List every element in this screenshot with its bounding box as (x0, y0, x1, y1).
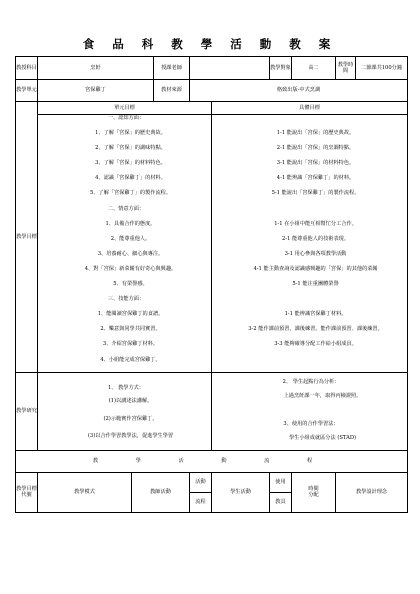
goal-item: 1-1 能說出「宮保」的歷史典故。 (276, 130, 355, 137)
goal-item: 1、能閱讀宮保雞丁的食譜。 (97, 311, 164, 318)
goal-item: 2、能尊重他人。 (110, 235, 151, 242)
teaching-teacher-label: 授課老師 (154, 57, 190, 80)
student-activity-header: 學生活動 (212, 472, 270, 512)
time-header-top: 時間 (308, 485, 319, 492)
target-label: 教學對象 (270, 57, 292, 80)
goal-item (212, 206, 407, 221)
unit-goals-cell (38, 115, 212, 373)
goal-item: 2-1 能尊重他人的技術表現。 (281, 235, 350, 242)
flow-title: 教 學 活 動 流 程 (16, 450, 408, 472)
time-header-bottom: 分配 (308, 492, 319, 499)
time-header (292, 472, 336, 512)
lesson-plan-table (15, 56, 408, 513)
unit-value: 宮保雞丁 (38, 80, 154, 102)
specific-goals-header: 具體目標 (212, 102, 408, 115)
material-value: 格致出版-中式烹調 (190, 80, 408, 102)
analysis-heading: 2、 學生起點行為分析： (282, 379, 340, 386)
goal-item (212, 357, 407, 372)
goal-section-heading: 三、技能方面： (107, 296, 145, 303)
goal-item: 4-1 能辨識「宮保雞丁」的材料。 (276, 175, 355, 182)
page-title: 食 品 科 教 學 活 動 教 案 (82, 37, 338, 51)
unit-goals-header: 單元目標 (38, 102, 212, 115)
goal-item: 2、了解「宮保」的調味特點。 (95, 145, 166, 152)
methods-cell (38, 372, 212, 450)
goal-item: 3、介紹宮保雞丁材料。 (102, 341, 159, 348)
unit-label: 教學單元 (16, 80, 38, 102)
time-label: 教學時間 (336, 57, 356, 79)
goal-item: 3-1 能說出「宮保」的材料特色。 (276, 160, 355, 167)
analysis-text: 上過烹飪課一年，取得丙檢證照。 (283, 393, 362, 400)
method-item: (3)以合作學習教學法，促進學生學習 (87, 432, 174, 439)
goal-item: 2-1 能說出「宮保」的烹調特點。 (276, 145, 355, 152)
activity-flow-header-bottom: 流程 (190, 492, 212, 512)
specific-goals-cell (212, 115, 408, 373)
goal-section-heading: 一、認知方面： (107, 115, 145, 121)
goal-item (212, 115, 407, 130)
goal-item: 5、了解「宮保雞丁」的製作流程。 (89, 190, 172, 197)
goal-item (212, 296, 407, 311)
objectives-label: 教學目標 (16, 102, 38, 373)
goal-code-header: 教學目標代號 (16, 472, 38, 512)
teacher-name-value (190, 57, 270, 80)
info-row-2 (16, 80, 408, 102)
cooperative-heading: 3、使用的合作學習法： (283, 420, 339, 427)
analysis-cell (212, 372, 408, 450)
goal-item: 1-1 能辨識宮保雞丁材料。 (284, 311, 347, 318)
goal-item: 2、樂意與同學共同實習。 (100, 326, 161, 333)
design-header: 教學設計理念 (336, 472, 408, 512)
flow-header-row (16, 472, 408, 492)
subject-value: 烹飪 (38, 57, 154, 80)
tools-header-top: 使用 (270, 472, 292, 492)
time-cell (336, 57, 408, 80)
research-label: 教學研究 (16, 372, 38, 450)
tools-header-bottom: 教具 (270, 492, 292, 512)
activity-flow-header-top: 活動 (190, 472, 212, 492)
methods-heading: 1、 教學方式： (107, 385, 145, 392)
goal-section-heading: 二、情意方面： (107, 205, 145, 212)
goal-item: 1、具備合作的態度。 (105, 220, 156, 227)
specific-goals-list (212, 115, 407, 372)
objectives-body-row (16, 115, 408, 373)
teacher-activity-header: 教師活動 (132, 472, 190, 512)
goal-item: 4、小組能完成宮保雞丁。 (100, 356, 161, 363)
flow-title-row (16, 450, 408, 472)
goal-item: 3-1 用心參與各項教學活動 (284, 250, 347, 257)
goal-item: 5、有榮譽感。 (113, 281, 148, 288)
time-value: 二節課共100分鐘 (361, 64, 403, 71)
goal-item: 4、認識「宮保雞丁」的材料。 (95, 175, 166, 182)
research-row (16, 372, 408, 450)
goal-item: 1-1 在小組中能互相幫忙分工合作。 (274, 220, 357, 227)
goal-item: 3-2 能作課前預習，課後練習。能作課前預習、課後練習。 (248, 326, 383, 333)
goal-item: 1、了解「宮保」的歷史典故。 (95, 130, 166, 137)
method-item: (1)以講述法講解。 (108, 398, 153, 405)
target-value: 高二 (292, 57, 336, 80)
info-row-1 (16, 57, 408, 80)
goal-item: 4、對「宮保」新菜餚有好奇心與興趣。 (84, 265, 177, 272)
method-item: (2)示範實作宮保雞丁。 (103, 415, 158, 422)
cooperative-text: 學生小組成就區分法 (STAD) (288, 434, 357, 441)
mode-header: 教學模式 (38, 472, 132, 512)
material-label: 教材來源 (154, 80, 190, 102)
goal-item: 3、培養耐心、細心與專注。 (97, 250, 164, 257)
objectives-header-row (16, 102, 408, 115)
goal-item: 5-1 能說出「宮保雞丁」的製作流程。 (271, 190, 360, 197)
goal-item: 5-1 能注重團體榮譽 (292, 281, 339, 288)
goal-item: 3-3 能夠確導分配工作給小組成員。 (274, 341, 357, 348)
goal-item: 4-1 能主動查詢及認識感興趣的「宮保」的其他的菜餚 (253, 265, 378, 272)
subject-label: 教授科目 (16, 57, 38, 80)
goal-item: 3、了解「宮保」的材料特色。 (95, 160, 166, 167)
unit-goals-list (38, 115, 211, 372)
